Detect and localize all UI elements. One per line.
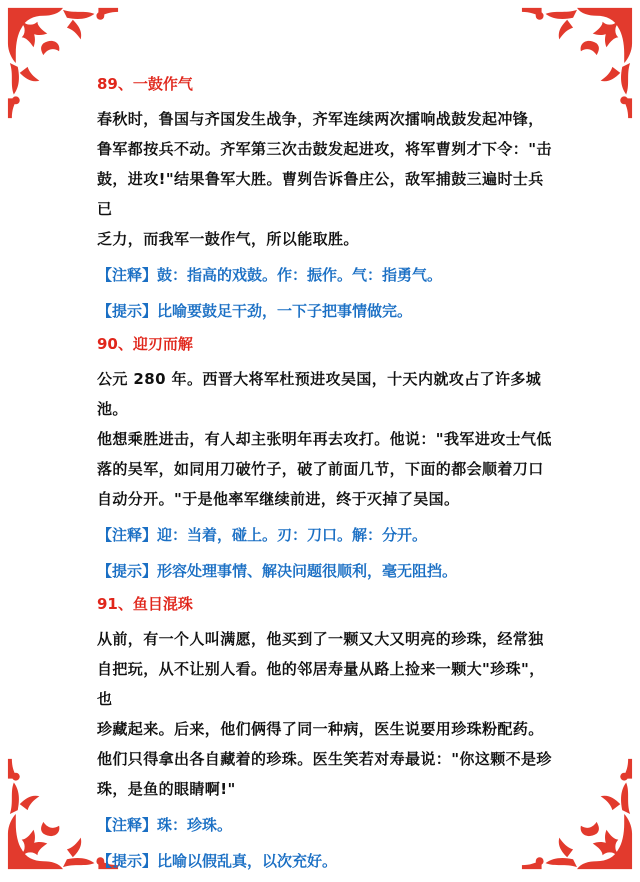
story-line: 他们只得拿出各自藏着的珍珠。医生笑若对寿最说："你这颗不是珍 <box>97 750 552 768</box>
story-line: 自把玩，从不让别人看。他的邻居寿量从路上捡来一颗大"珍珠"，也 <box>97 660 545 708</box>
idiom-title: 89、一鼓作气 <box>97 75 193 93</box>
story-line: 鼓，进攻!"结果鲁军大胜。曹刿告诉鲁庄公，敌军捕鼓三遍时士兵已 <box>97 170 544 218</box>
idiom-title: 90、迎刃而解 <box>97 335 193 353</box>
story-line: 自动分开。"于是他率军继续前进，终于灭掉了吴国。 <box>97 490 460 508</box>
idiom-note: 【注释】鼓：指高的戏鼓。作：振作。气：指勇气。 <box>97 266 443 284</box>
idiom-hint: 【提示】形容处理事情、解决问题很顺利，毫无阻挡。 <box>97 562 458 580</box>
idiom-hint: 【提示】比喻要鼓足干劲，一下子把事情做完。 <box>97 302 413 320</box>
story-line: 乏力，而我军一鼓作气，所以能取胜。 <box>97 230 359 248</box>
idiom-note: 【注释】珠：珍珠。 <box>97 816 233 834</box>
idiom-story <box>97 364 557 514</box>
idiom-note: 【注释】迎：当着，碰上。刃：刀口。解：分开。 <box>97 526 428 544</box>
story-line: 他想乘胜进击，有人却主张明年再去攻打。他说："我军进攻士气低 <box>97 430 552 448</box>
story-line: 春秋时，鲁国与齐国发生战争，齐军连续两次擂响战鼓发起冲锋， <box>97 110 544 128</box>
idiom-entry <box>97 592 557 876</box>
idiom-story <box>97 624 557 804</box>
idiom-title: 91、鱼目混珠 <box>97 595 193 613</box>
story-line: 公元 280 年。西晋大将军杜预进攻吴国，十天内就攻占了许多城池。 <box>97 370 542 418</box>
story-line: 落的吴军，如同用刀破竹子，破了前面几节，下面的都会顺着刀口 <box>97 460 544 478</box>
story-line: 从前，有一个人叫满愿，他买到了一颗又大又明亮的珍珠，经常独 <box>97 630 544 648</box>
document-body <box>97 72 557 882</box>
idiom-hint: 【提示】比喻以假乱真，以次充好。 <box>97 852 338 870</box>
idiom-entry <box>97 332 557 586</box>
story-line: 珍藏起来。后来，他们俩得了同一种病，医生说要用珍珠粉配药。 <box>97 720 544 738</box>
story-line: 鲁军都按兵不动。齐军第三次击鼓发起进攻，将军曹刿才下令："击 <box>97 140 552 158</box>
idiom-story <box>97 104 557 254</box>
story-line: 珠，是鱼的眼睛啊!" <box>97 780 236 798</box>
idiom-entry <box>97 72 557 326</box>
